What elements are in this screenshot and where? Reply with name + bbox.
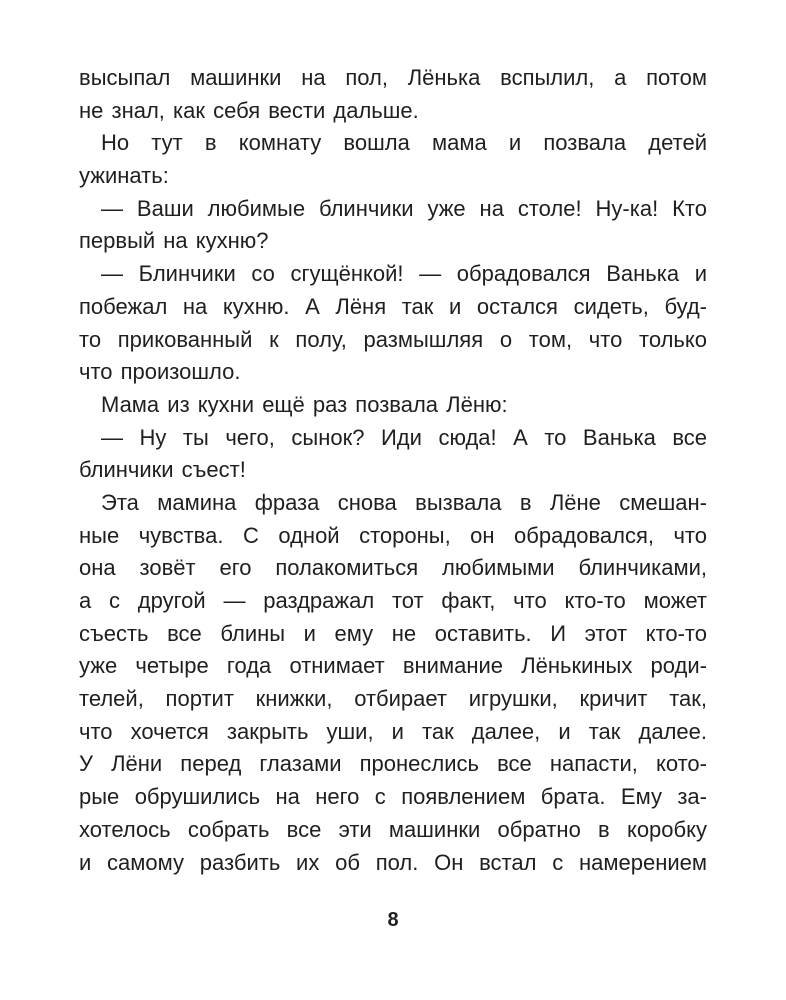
text-line: высыпал машинки на пол, Лёнька вспылил, а потом xyxy=(79,65,707,90)
text-line: то прикованный к полу, размышляя о том, что только xyxy=(79,326,707,352)
text-line: Эта мамина фраза снова вызвала в Лёне смешан- xyxy=(101,489,707,515)
text-line: — Блинчики со сгущёнкой! — обрадовался Ванька и xyxy=(101,261,707,287)
text-line: телей, портит книжки, отбирает игрушки, кричит так, xyxy=(79,686,707,712)
text-line: У Лёни перед глазами пронеслись все напасти, кото- xyxy=(79,751,707,777)
text-line: ные чувства. С одной стороны, он обрадовался, что xyxy=(79,522,707,548)
text-line: блинчики съест! xyxy=(79,457,246,483)
text-line: что хочется закрыть уши, и так далее, и так далее. xyxy=(79,718,707,744)
text-line: первый на кухню? xyxy=(79,228,269,254)
text-line: не знал, как себя вести дальше. xyxy=(79,97,419,123)
text-line: съесть все блины и ему не оставить. И этот кто-то xyxy=(79,620,707,646)
page-text xyxy=(79,62,707,879)
text-line: Но тут в комнату вошла мама и позвала детей xyxy=(101,130,707,156)
text-line: хотелось собрать все эти машинки обратно в коробку xyxy=(79,816,707,842)
text-line: рые обрушились на него с появлением брата. Ему за- xyxy=(79,784,707,810)
text-line: уже четыре года отнимает внимание Лёнькиных роди- xyxy=(79,653,707,679)
text-line: побежал на кухню. А Лёня так и остался сидеть, буд- xyxy=(79,293,707,319)
text-line: что произошло. xyxy=(79,359,241,385)
page-number: 8 xyxy=(387,909,399,931)
text-line: — Ну ты чего, сынок? Иди сюда! А то Ванька все xyxy=(101,424,707,450)
text-line: Мама из кухни ещё раз позвала Лёню: xyxy=(101,391,508,417)
text-line: а с другой — раздражал тот факт, что кто-то может xyxy=(79,588,707,613)
text-line: ужинать: xyxy=(79,163,169,189)
text-line: — Ваши любимые блинчики уже на столе! Ну-ка! Кто xyxy=(101,195,707,221)
text-line: она зовёт его полакомиться любимыми блинчиками, xyxy=(79,555,707,581)
text-line: и самому разбить их об пол. Он встал с намерением xyxy=(79,849,707,875)
